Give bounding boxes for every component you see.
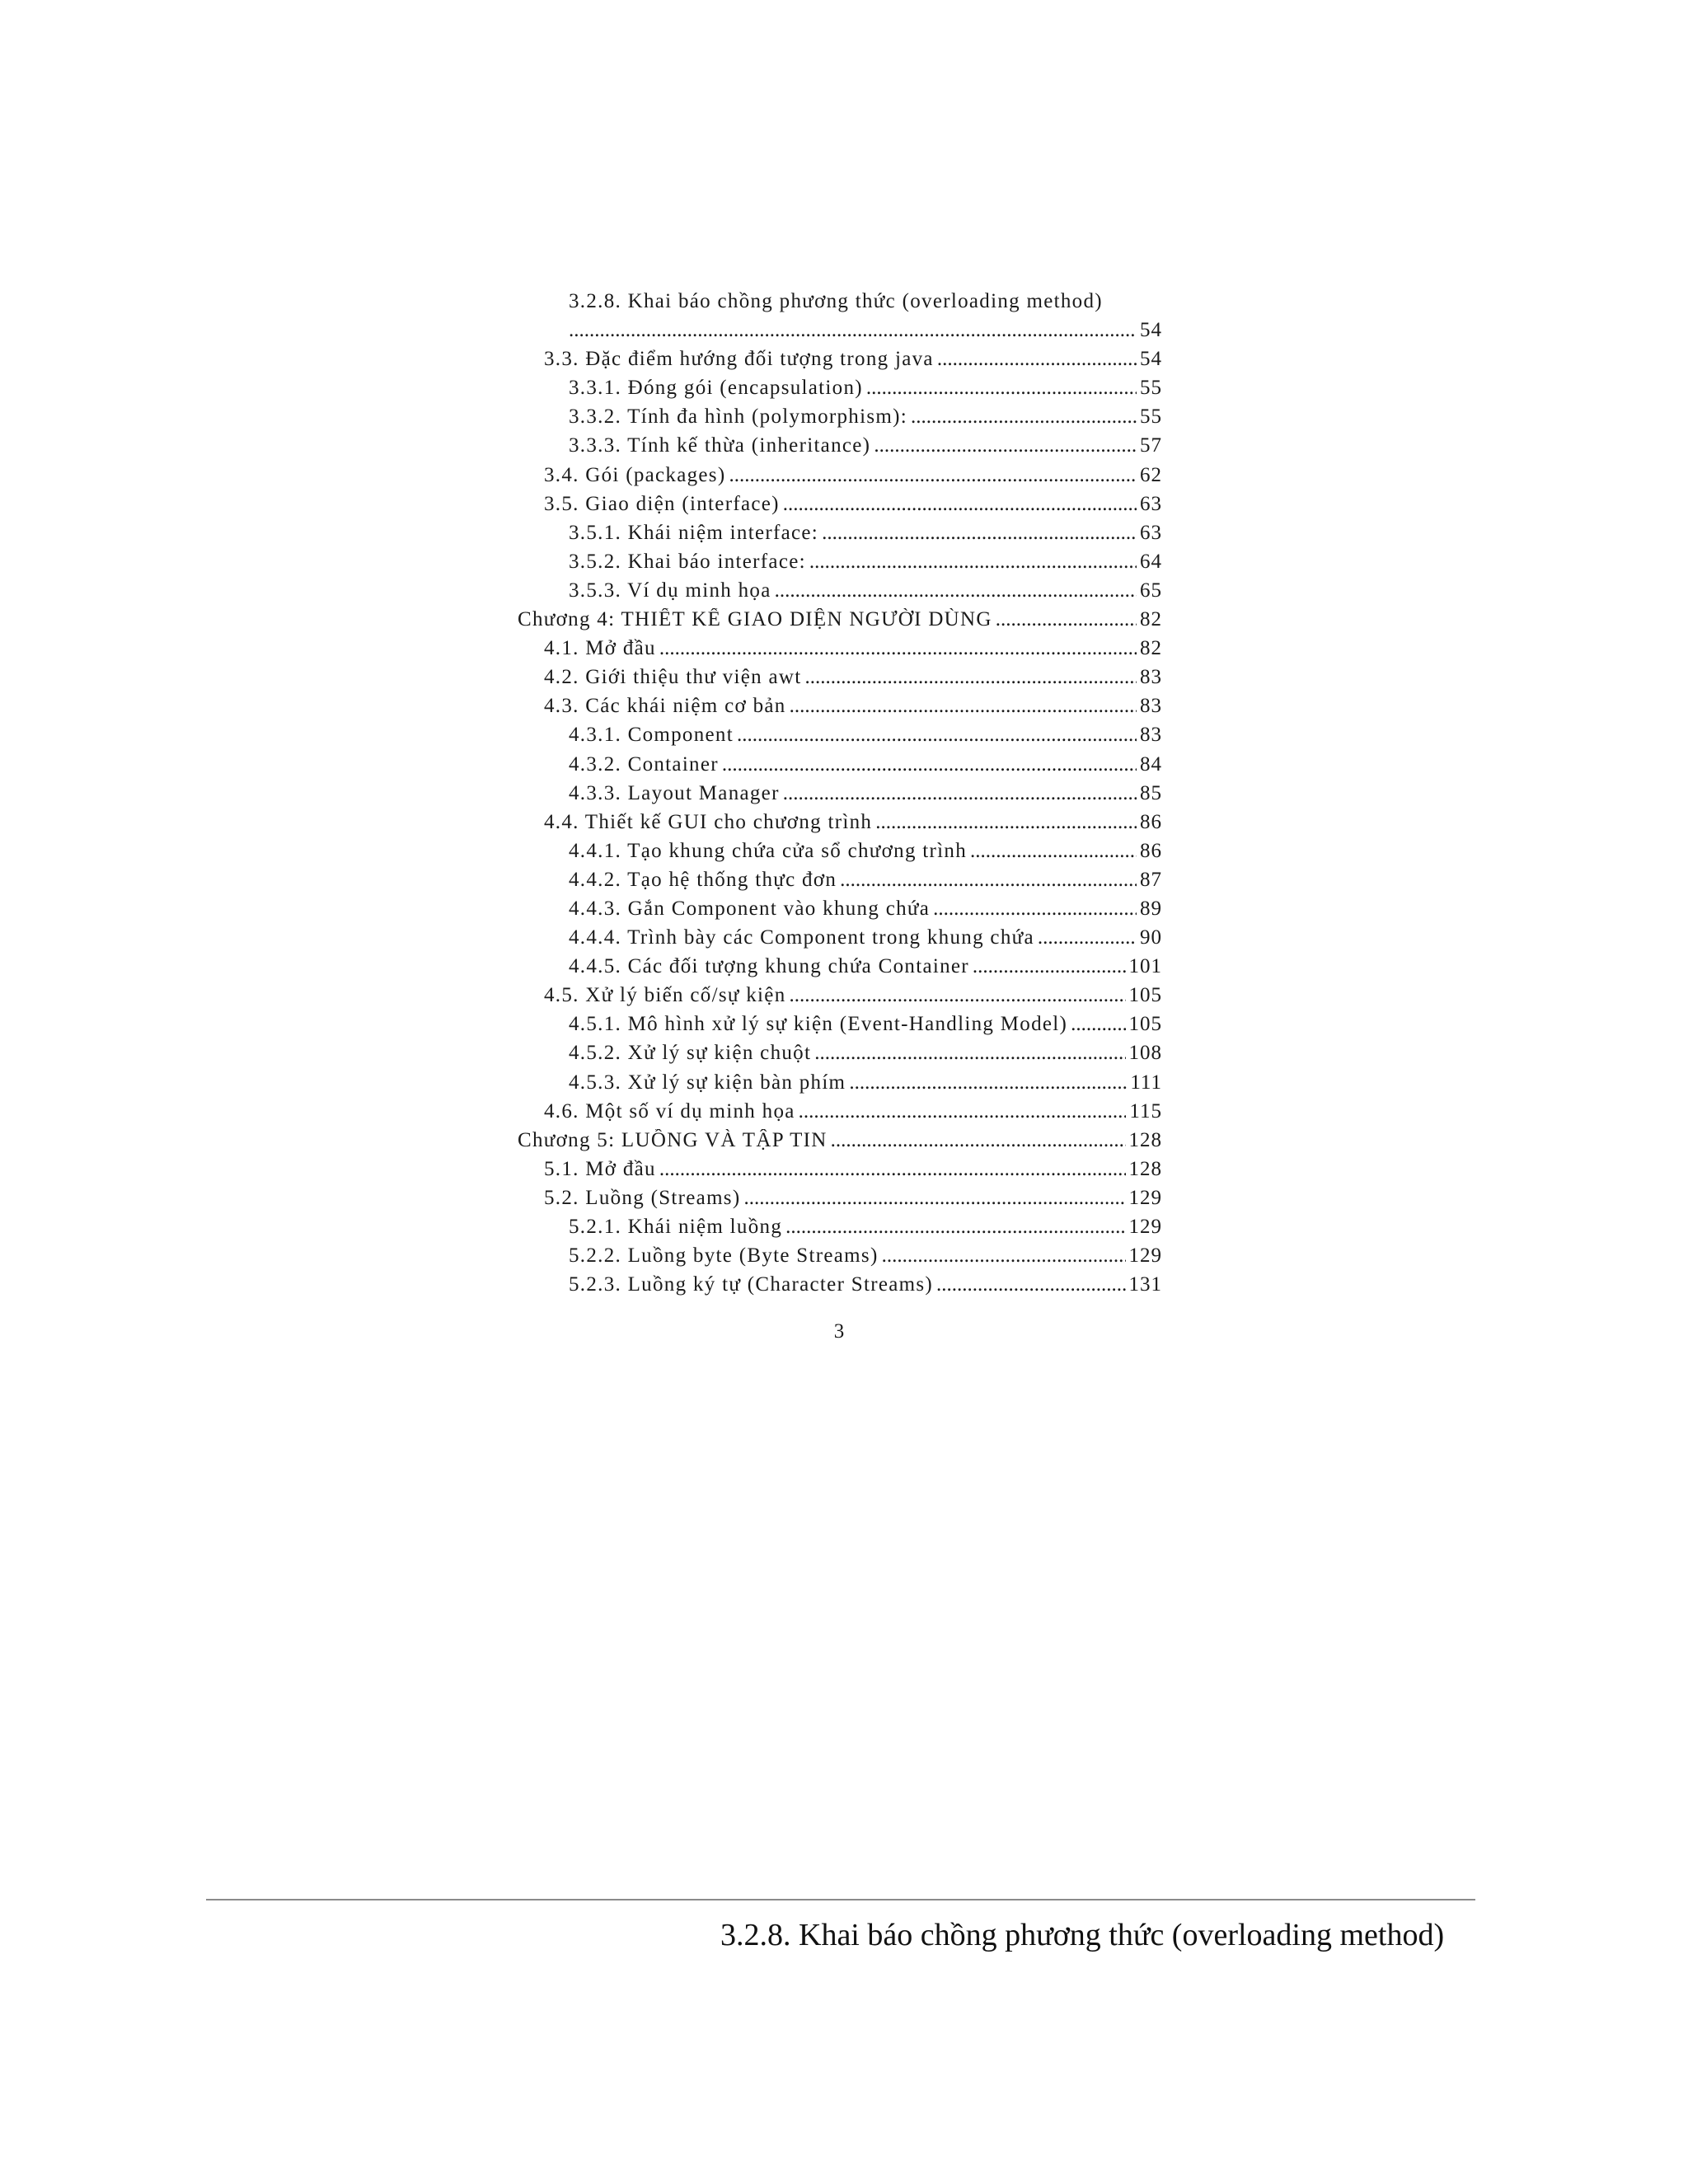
toc-entry[interactable] — [518, 869, 1162, 898]
toc-entry[interactable] — [518, 290, 1162, 319]
toc-dot-leader — [996, 608, 1137, 631]
toc-entry-page: 115 — [1129, 1099, 1162, 1122]
toc-entry[interactable] — [518, 464, 1162, 493]
toc-dot-leader — [743, 1187, 1125, 1210]
toc-dot-leader — [866, 377, 1137, 400]
toc-dot-leader — [874, 434, 1137, 457]
toc-entry[interactable] — [518, 348, 1162, 377]
toc-entry[interactable] — [518, 551, 1162, 579]
toc-entry-title: 3.3.3. Tính kế thừa (inheritance) — [569, 434, 871, 457]
toc-entry-title: 5.2.1. Khái niệm luồng — [569, 1216, 783, 1238]
toc-entry-title: Chương 4: THIẾT KẾ GIAO DIỆN NGƯỜI DÙNG — [518, 608, 992, 631]
toc-dot-leader — [822, 522, 1137, 545]
toc-entry[interactable] — [518, 1158, 1162, 1187]
page-number: 3 — [833, 1320, 845, 1343]
toc-dot-leader — [937, 348, 1137, 371]
footer-caption: 3.2.8. Khai báo chồng phương thức (overloading method) — [720, 1918, 1445, 1952]
toc-entry[interactable] — [518, 840, 1162, 869]
toc-dot-leader — [849, 1071, 1127, 1094]
toc-dot-leader — [814, 1042, 1125, 1065]
toc-dot-leader — [737, 724, 1137, 747]
toc-entry-title: 3.3.2. Tính đa hình (polymorphism): — [569, 405, 907, 429]
toc-entry-title: 4.4.5. Các đối tượng khung chứa Container — [569, 955, 969, 978]
toc-entry-page: 83 — [1140, 724, 1162, 747]
table-of-contents — [518, 290, 1162, 1302]
toc-entry[interactable] — [518, 377, 1162, 405]
toc-entry[interactable] — [518, 1273, 1162, 1302]
toc-entry[interactable] — [518, 724, 1162, 752]
toc-entry-page: 55 — [1140, 405, 1162, 429]
toc-dot-leader — [569, 319, 1137, 342]
toc-entry[interactable] — [518, 405, 1162, 434]
toc-dot-leader — [729, 464, 1137, 487]
toc-entry-page: 54 — [1140, 348, 1162, 371]
toc-entry-title: 4.3.2. Container — [569, 752, 719, 776]
toc-dot-leader — [936, 1273, 1125, 1296]
toc-entry[interactable] — [518, 926, 1162, 955]
toc-entry[interactable] — [518, 1187, 1162, 1216]
toc-entry-page: 63 — [1140, 492, 1162, 515]
toc-dot-leader — [882, 1244, 1126, 1268]
toc-entry[interactable] — [518, 955, 1162, 984]
toc-entry-title: 4.5.3. Xử lý sự kiện bàn phím — [569, 1071, 846, 1094]
toc-dot-leader — [722, 753, 1137, 776]
toc-entry-title: 4.6. Một số ví dụ minh họa — [544, 1099, 795, 1122]
toc-dot-leader — [783, 493, 1137, 516]
toc-dot-leader — [875, 811, 1137, 834]
toc-entry[interactable] — [518, 637, 1162, 666]
toc-entry-page: 87 — [1140, 868, 1162, 891]
toc-entry-title: 3.3.1. Đóng gói (encapsulation) — [569, 377, 863, 400]
toc-entry-page: 129 — [1128, 1216, 1162, 1238]
toc-dot-leader — [785, 1216, 1125, 1239]
toc-entry-title: 3.3. Đặc điểm hướng đối tượng trong java — [544, 348, 934, 371]
toc-entry-title: 3.5.3. Ví dụ minh họa — [569, 579, 771, 602]
toc-entry-title: 3.5.2. Khai báo interface: — [569, 550, 806, 573]
toc-entry[interactable] — [518, 1244, 1162, 1273]
toc-entry-page: 82 — [1140, 608, 1162, 631]
toc-entry-title: 5.2.2. Luồng byte (Byte Streams) — [569, 1244, 879, 1268]
toc-entry-page: 65 — [1140, 579, 1162, 602]
toc-entry[interactable] — [518, 493, 1162, 522]
toc-dot-leader — [933, 898, 1137, 921]
toc-entry[interactable] — [518, 434, 1162, 463]
toc-entry-title: 4.1. Mở đầu — [544, 637, 656, 660]
toc-dot-leader — [790, 984, 1126, 1007]
toc-dot-leader — [831, 1129, 1126, 1152]
toc-entry-page: 62 — [1140, 463, 1162, 486]
footer-divider — [206, 1899, 1475, 1900]
toc-entry-page: 129 — [1128, 1244, 1162, 1268]
toc-entry[interactable] — [518, 695, 1162, 724]
toc-entry[interactable] — [518, 1129, 1162, 1158]
toc-dot-leader — [809, 551, 1137, 574]
toc-entry-page: 128 — [1128, 1128, 1162, 1151]
toc-entry-title: 3.4. Gói (packages) — [544, 463, 726, 486]
toc-entry-title: 4.4.2. Tạo hệ thống thực đơn — [569, 868, 837, 891]
toc-entry-page: 129 — [1128, 1186, 1162, 1209]
toc-entry-title: 4.5.1. Mô hình xử lý sự kiện (Event-Handling Model) — [569, 1013, 1068, 1036]
toc-entry-title: Chương 5: LUỒNG VÀ TẬP TIN — [518, 1128, 828, 1151]
toc-entry-title: 4.4.4. Trình bày các Component trong khung chứa — [569, 926, 1034, 949]
toc-entry-page: 86 — [1140, 839, 1162, 862]
toc-dot-leader — [783, 782, 1137, 805]
toc-entry-title: 3.2.8. Khai báo chồng phương thức (overloading method) — [569, 290, 1103, 312]
toc-entry-page: 86 — [1140, 810, 1162, 833]
toc-dot-leader — [775, 579, 1137, 602]
toc-entry[interactable] — [518, 984, 1162, 1013]
toc-entry[interactable] — [518, 782, 1162, 811]
toc-entry-page: 63 — [1140, 521, 1162, 544]
toc-entry-page: 84 — [1140, 752, 1162, 776]
toc-entry[interactable] — [518, 666, 1162, 695]
toc-entry[interactable] — [518, 1013, 1162, 1042]
toc-entry-page: 105 — [1128, 984, 1162, 1007]
toc-entry-title: 3.5.1. Khái niệm interface: — [569, 521, 819, 544]
toc-entry-page: 101 — [1128, 955, 1162, 978]
toc-dot-leader — [1038, 926, 1137, 949]
toc-entry-title: 4.4.1. Tạo khung chứa cửa sổ chương trình — [569, 839, 968, 862]
toc-entry[interactable] — [518, 1216, 1162, 1244]
toc-dot-leader — [973, 955, 1126, 978]
toc-entry-page: 64 — [1140, 550, 1162, 573]
toc-dot-leader — [1071, 1013, 1125, 1036]
toc-entry-title: 4.5.2. Xử lý sự kiện chuột — [569, 1042, 812, 1065]
toc-entry-page: 55 — [1140, 377, 1162, 400]
toc-dot-leader — [659, 1158, 1126, 1181]
toc-dot-leader — [840, 869, 1137, 892]
toc-entry[interactable] — [518, 1100, 1162, 1129]
toc-entry[interactable] — [518, 1071, 1162, 1100]
toc-entry-title: 4.3. Các khái niệm cơ bản — [544, 695, 786, 718]
toc-entry-title: 4.3.3. Layout Manager — [569, 781, 780, 804]
toc-dot-leader — [911, 405, 1137, 429]
toc-entry-title: 4.3.1. Component — [569, 724, 734, 747]
toc-entry-page: 54 — [1140, 319, 1162, 342]
toc-entry[interactable] — [518, 579, 1162, 608]
toc-entry[interactable] — [518, 319, 1162, 348]
toc-entry[interactable] — [518, 898, 1162, 926]
toc-entry-title: 3.5. Giao diện (interface) — [544, 492, 780, 515]
toc-entry-page: 90 — [1140, 926, 1162, 949]
toc-entry-page: 83 — [1140, 666, 1162, 689]
toc-dot-leader — [799, 1100, 1127, 1123]
toc-entry-title: 5.2.3. Luồng ký tự (Character Streams) — [569, 1273, 934, 1296]
toc-entry[interactable] — [518, 811, 1162, 840]
toc-entry-page: 82 — [1140, 637, 1162, 660]
toc-entry-title: 5.1. Mở đầu — [544, 1157, 656, 1180]
toc-entry-page: 108 — [1128, 1042, 1162, 1065]
toc-dot-leader — [804, 666, 1137, 689]
toc-entry-page: 111 — [1130, 1071, 1162, 1094]
toc-entry-title: 4.4. Thiết kế GUI cho chương trình — [544, 810, 873, 833]
toc-entry-page: 89 — [1140, 897, 1162, 920]
toc-entry[interactable] — [518, 608, 1162, 637]
toc-dot-leader — [970, 840, 1137, 863]
toc-entry-title: 5.2. Luồng (Streams) — [544, 1186, 741, 1209]
toc-entry-page: 128 — [1128, 1157, 1162, 1180]
toc-entry[interactable] — [518, 753, 1162, 782]
toc-entry-title: 4.4.3. Gắn Component vào khung chứa — [569, 897, 931, 920]
toc-entry[interactable] — [518, 522, 1162, 551]
toc-entry[interactable] — [518, 1042, 1162, 1071]
toc-entry-title: 4.2. Giới thiệu thư viện awt — [544, 666, 802, 689]
toc-entry-title: 4.5. Xử lý biến cố/sự kiện — [544, 984, 786, 1007]
toc-entry-page: 57 — [1140, 434, 1162, 457]
toc-entry-page: 105 — [1128, 1013, 1162, 1036]
toc-dot-leader — [790, 695, 1137, 718]
toc-entry-page: 83 — [1140, 695, 1162, 718]
toc-entry-page: 131 — [1128, 1273, 1162, 1296]
toc-entry-page: 85 — [1140, 781, 1162, 804]
toc-dot-leader — [659, 637, 1137, 660]
